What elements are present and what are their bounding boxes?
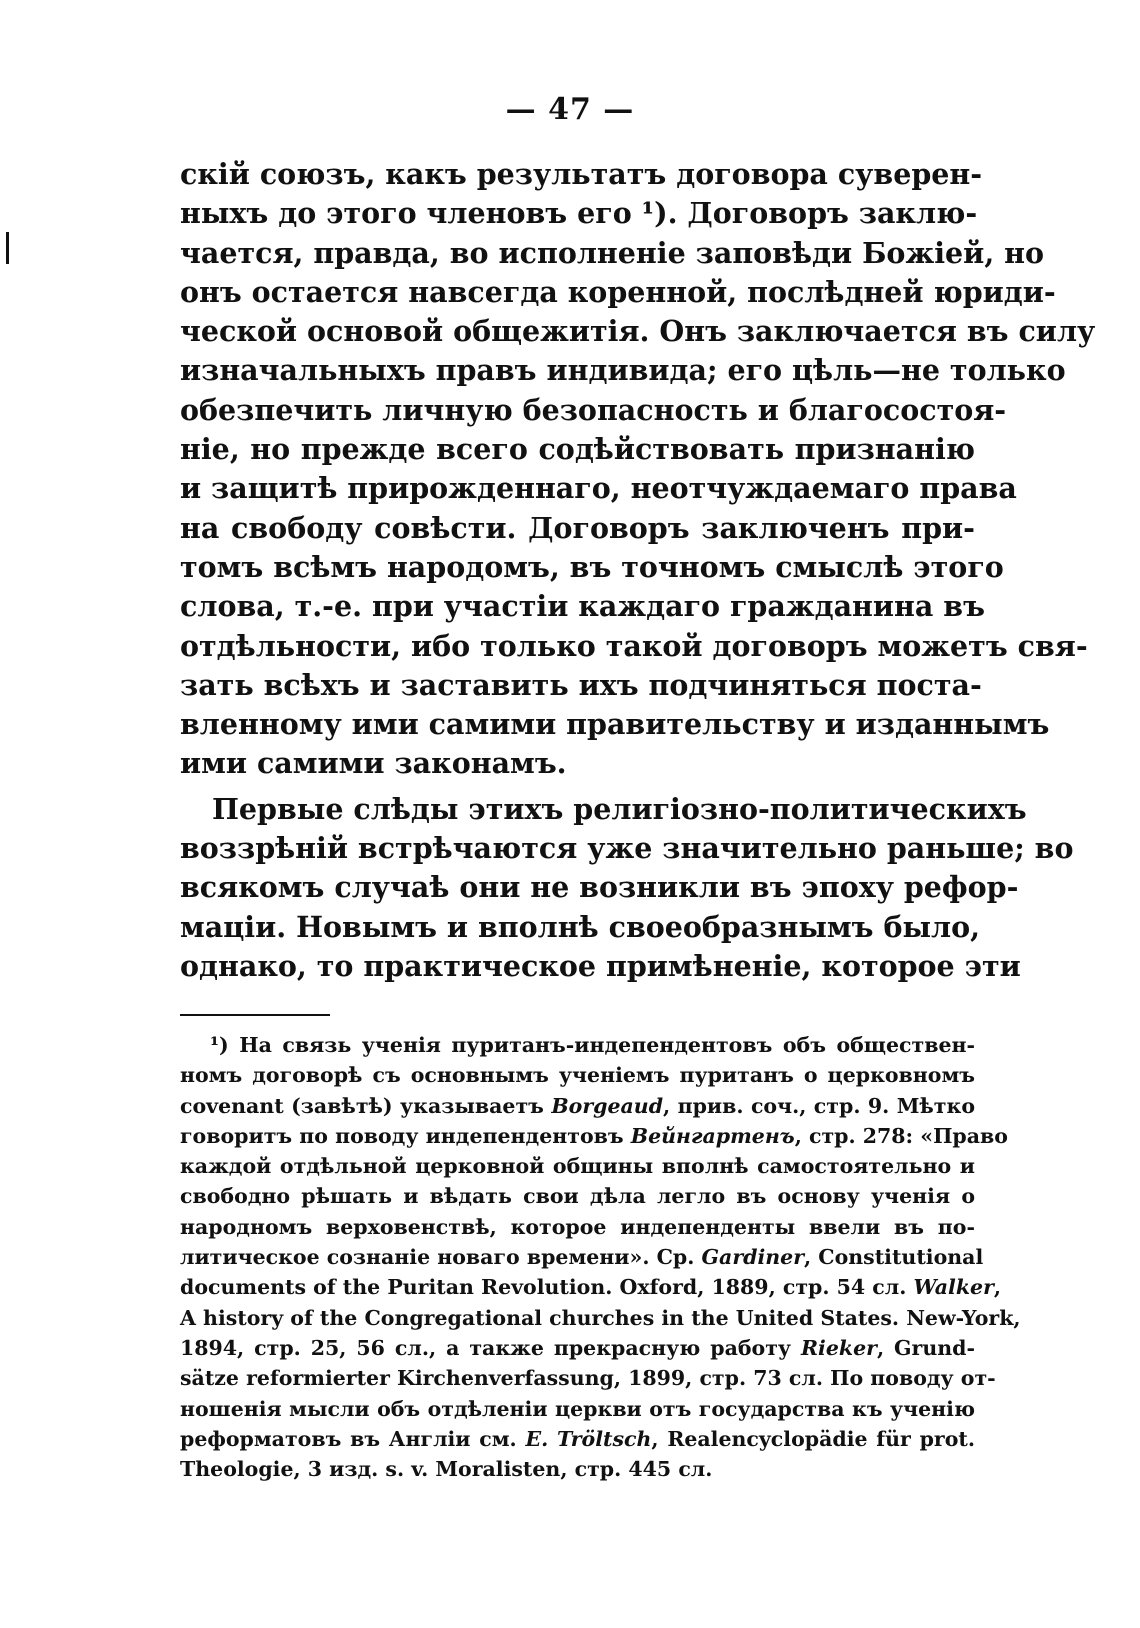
footnote-divider: [180, 1014, 330, 1016]
text-line: отдѣльности, ибо только такой договоръ можетъ свя-: [180, 628, 1088, 663]
footnote-line: народномъ верховенствѣ, которое индепенденты ввели въ по-: [180, 1214, 975, 1239]
text-line: однако, то практическое примѣненіе, которое эти: [180, 948, 1021, 983]
main-text: [180, 155, 1096, 986]
text-line: вленному ими самими правительству и изданнымъ: [180, 707, 1050, 742]
paragraph-2: [180, 790, 1074, 986]
text-line: обезпечить личную безопасность и благосостоя-: [180, 392, 1007, 427]
footnote-line: Theologie, 3 изд. s. v. Moralisten, стр. 445 сл.: [180, 1457, 713, 1482]
text-line: скій союзъ, какъ результатъ договора суверен-: [180, 157, 983, 191]
text-line: ческой основой общежитія. Онъ заключается въ силу: [180, 314, 1096, 349]
cited-author: Borgeaud: [551, 1093, 664, 1118]
text-line: томъ всѣмъ народомъ, въ точномъ смыслѣ этого: [180, 549, 1004, 584]
footnote-line: A history of the Congregational churches in the United States. New-York,: [180, 1305, 1021, 1330]
footnote-line: sätze reformierter Kirchenverfassung, 1899, стр. 73 сл. По поводу от-: [180, 1366, 996, 1391]
footnote-line: ношенія мысли объ отдѣленіи церкви отъ государства къ ученію: [180, 1396, 975, 1421]
page-number: — 47 —: [505, 92, 635, 127]
footnote: [180, 1030, 1021, 1484]
cited-author: Walker: [913, 1275, 994, 1300]
footnote-line: documents of the Puritan Revolution. Oxford, 1889, стр. 54 сл. Walker,: [180, 1275, 1002, 1300]
text-line: на свободу совѣсти. Договоръ заключенъ при-: [180, 510, 975, 545]
text-line: ими самими законамъ.: [180, 746, 567, 781]
footnote-line: номъ договорѣ съ основнымъ ученіемъ пуританъ о церковномъ: [180, 1063, 975, 1088]
cited-author: Rieker: [801, 1335, 877, 1360]
text-line: ніе, но прежде всего содѣйствовать признанію: [180, 432, 975, 467]
footnote-line: ¹) На связь ученія пуританъ-индепендентовъ объ обществен-: [210, 1033, 975, 1057]
cited-author: Gardiner: [701, 1245, 804, 1270]
footnote-line: реформатовъ въ Англіи см. E. Tröltsch, Realencyclopädie für prot.: [180, 1426, 975, 1451]
text-line: всякомъ случаѣ они не возникли въ эпоху рефор-: [180, 870, 1019, 905]
text-line: Первые слѣды этихъ религіозно-политическихъ: [212, 791, 1027, 826]
footnote-line: каждой отдѣльной церковной общины вполнѣ самостоятельно и: [180, 1154, 975, 1179]
footnote-line: covenant (завѣтѣ) указываетъ Borgeaud, прив. соч., стр. 9. Мѣтко: [180, 1093, 975, 1118]
footnote-line: 1894, стр. 25, 56 сл., а также прекрасную работу Rieker, Grund-: [180, 1335, 976, 1360]
paragraph-1: [180, 155, 1096, 784]
footnote-line: говоритъ по поводу индепендентовъ Вейнгартенъ, стр. 278: «Право: [180, 1123, 1008, 1148]
cited-author: E. Tröltsch: [525, 1426, 652, 1451]
text-line: маціи. Новымъ и вполнѣ своеобразнымъ было,: [180, 909, 981, 944]
text-line: чается, правда, во исполненіе заповѣди Божіей, но: [180, 235, 1045, 270]
text-line: изначальныхъ правъ индивида; его цѣль—не только: [180, 353, 1066, 388]
text-line: воззрѣній встрѣчаются уже значительно раньше; во: [180, 831, 1074, 866]
text-line: и защитѣ прирожденнаго, неотчуждаемаго права: [180, 471, 1017, 506]
footnote-line: свободно рѣшать и вѣдать свои дѣла легло въ основу ученія о: [180, 1184, 975, 1209]
text-line: ныхъ до этого членовъ его ¹). Договоръ заклю-: [180, 196, 978, 231]
footnote-line: литическое сознаніе новаго времени». Ср. Gardiner, Constitutional: [180, 1245, 984, 1270]
text-line: онъ остается навсегда коренной, послѣдней юриди-: [180, 274, 1056, 309]
cited-author: Вейнгартенъ: [630, 1123, 795, 1148]
text-line: зать всѣхъ и заставить ихъ подчиняться поста-: [180, 667, 982, 702]
text-line: слова, т.-е. при участіи каждаго гражданина въ: [180, 589, 985, 624]
margin-mark: [6, 232, 9, 264]
